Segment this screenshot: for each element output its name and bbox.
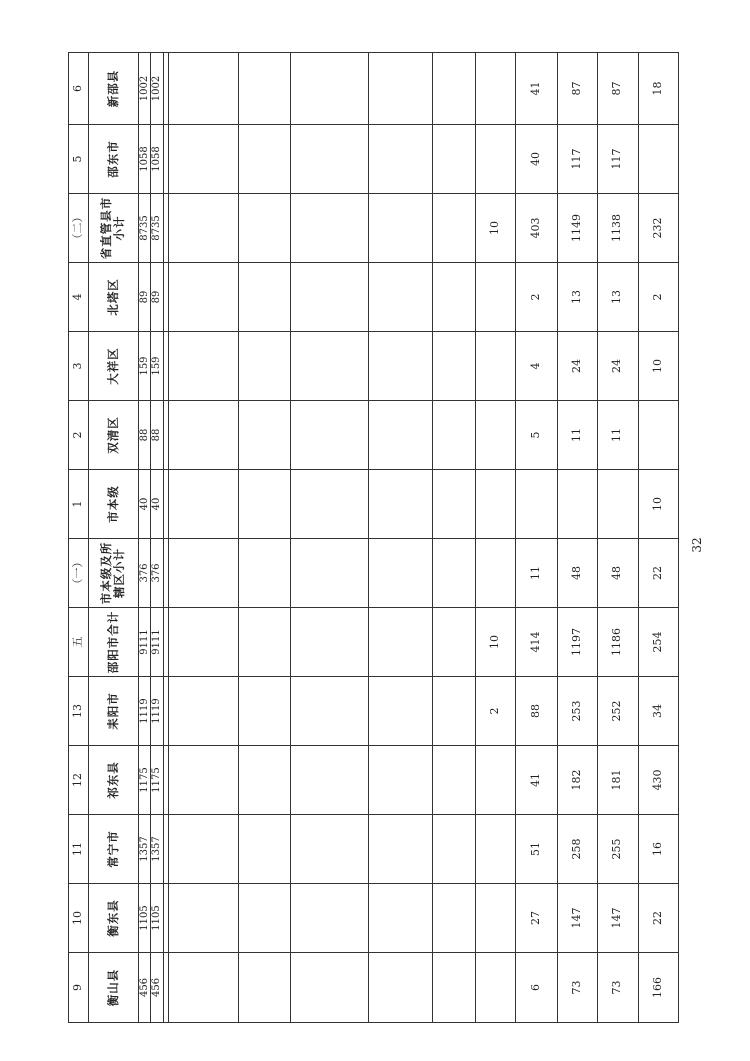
table-cell: 24 [557, 332, 597, 401]
table-cell: 430 [638, 746, 679, 815]
table-cell: 181 [598, 746, 638, 815]
table-cell: 10 [638, 332, 679, 401]
table-cell [638, 401, 679, 470]
table-cell [168, 401, 238, 470]
table-cell [368, 608, 432, 677]
table-cell: 255 [598, 815, 638, 884]
table-cell: 87 [598, 53, 638, 125]
table-cell [475, 470, 515, 539]
table-cell: 87 [557, 53, 597, 125]
table-cell [238, 53, 291, 125]
table-cell [368, 677, 432, 746]
table-cell: 41 [516, 746, 557, 815]
table-cell: 27 [516, 884, 557, 953]
total-row [138, 53, 151, 1023]
total-cell: 1175 [138, 746, 151, 815]
column-name-cell: 常宁市 [89, 815, 138, 884]
table-cell [432, 608, 475, 677]
table-cell [432, 677, 475, 746]
table-cell: 34 [638, 677, 679, 746]
total-cell: 1002 [138, 53, 151, 125]
table-row [475, 53, 515, 1023]
table-cell: 1186 [598, 608, 638, 677]
table-cell [168, 815, 238, 884]
table-cell [168, 539, 238, 608]
column-name-cell: 耒阳市 [89, 677, 138, 746]
table-cell [168, 746, 238, 815]
table-cell [475, 746, 515, 815]
table-cell: 13 [598, 263, 638, 332]
column-number-cell: 6 [69, 53, 89, 125]
table-cell [291, 263, 369, 332]
statistics-table [68, 52, 679, 1023]
subtotal-cell: 1105 [151, 884, 164, 953]
table-cell: 11 [557, 401, 597, 470]
table-cell: 5 [516, 401, 557, 470]
total-cell: 456 [138, 953, 151, 1023]
table-cell: 147 [598, 884, 638, 953]
table-cell [475, 953, 515, 1023]
table-cell: 22 [638, 884, 679, 953]
column-number-cell: 10 [69, 884, 89, 953]
total-cell: 40 [138, 470, 151, 539]
table-cell: 10 [638, 470, 679, 539]
page-number: 32 [690, 537, 704, 553]
table-cell [238, 470, 291, 539]
table-cell [432, 815, 475, 884]
column-number-cell: 4 [69, 263, 89, 332]
table-cell [238, 608, 291, 677]
table-row [598, 53, 638, 1023]
table-cell: 16 [638, 815, 679, 884]
table-cell [432, 953, 475, 1023]
table-cell: 40 [516, 125, 557, 194]
column-number-cell: 3 [69, 332, 89, 401]
table-cell [432, 263, 475, 332]
table-cell [368, 401, 432, 470]
table-cell: 414 [516, 608, 557, 677]
table-cell [291, 953, 369, 1023]
subtotal-cell: 1119 [151, 677, 164, 746]
table-cell [291, 608, 369, 677]
table-cell [475, 401, 515, 470]
subtotal-cell: 376 [151, 539, 164, 608]
table-cell [432, 539, 475, 608]
subtotal-cell: 159 [151, 332, 164, 401]
table-cell: 117 [557, 125, 597, 194]
table-cell [368, 884, 432, 953]
table-cell [432, 53, 475, 125]
total-cell: 9111 [138, 608, 151, 677]
table-cell [475, 125, 515, 194]
total-cell: 1105 [138, 884, 151, 953]
table-cell [168, 884, 238, 953]
table-cell: 18 [638, 53, 679, 125]
table-cell [291, 470, 369, 539]
table-cell [238, 884, 291, 953]
table-cell [368, 53, 432, 125]
table-cell [432, 194, 475, 263]
total-cell: 376 [138, 539, 151, 608]
table-cell: 24 [598, 332, 638, 401]
subtotal-cell: 40 [151, 470, 164, 539]
table-cell [238, 539, 291, 608]
total-cell: 1357 [138, 815, 151, 884]
table-cell [238, 746, 291, 815]
table-cell [557, 470, 597, 539]
subtotal-row [151, 53, 164, 1023]
column-number-cell: （一） [69, 539, 89, 608]
table-cell [475, 263, 515, 332]
table-cell: 182 [557, 746, 597, 815]
table-cell [291, 401, 369, 470]
column-number-cell: （二） [69, 194, 89, 263]
table-row [291, 53, 369, 1023]
column-number-cell: 12 [69, 746, 89, 815]
table-cell [238, 677, 291, 746]
table-row [557, 53, 597, 1023]
table-cell: 73 [598, 953, 638, 1023]
table-cell [368, 746, 432, 815]
table-cell [368, 263, 432, 332]
table-cell [432, 746, 475, 815]
table-cell [291, 53, 369, 125]
total-cell: 8735 [138, 194, 151, 263]
table-cell: 166 [638, 953, 679, 1023]
table-cell [368, 815, 432, 884]
column-number-cell: 9 [69, 953, 89, 1023]
table-cell: 41 [516, 53, 557, 125]
table-cell [516, 470, 557, 539]
column-name-cell: 大祥区 [89, 332, 138, 401]
subtotal-cell: 8735 [151, 194, 164, 263]
table-row [638, 53, 679, 1023]
table-cell [238, 953, 291, 1023]
column-number-cell: 5 [69, 125, 89, 194]
table-cell [368, 953, 432, 1023]
table-cell: 258 [557, 815, 597, 884]
column-number-cell: 1 [69, 470, 89, 539]
table-cell [238, 815, 291, 884]
table-cell [168, 470, 238, 539]
table-cell: 22 [638, 539, 679, 608]
table-cell: 13 [557, 263, 597, 332]
table-cell: 232 [638, 194, 679, 263]
table-cell [238, 401, 291, 470]
table-cell [168, 953, 238, 1023]
table-cell [638, 125, 679, 194]
column-name-cell: 新邵县 [89, 53, 138, 125]
table-cell: 48 [598, 539, 638, 608]
column-name-cell: 衡东县 [89, 884, 138, 953]
table-cell [368, 539, 432, 608]
column-number-cell: 2 [69, 401, 89, 470]
table-cell [168, 332, 238, 401]
table-cell [238, 263, 291, 332]
table-cell [598, 470, 638, 539]
table-cell: 6 [516, 953, 557, 1023]
table-cell [168, 677, 238, 746]
table-cell: 403 [516, 194, 557, 263]
table-cell [291, 884, 369, 953]
total-cell: 159 [138, 332, 151, 401]
total-cell: 88 [138, 401, 151, 470]
table-cell [432, 401, 475, 470]
column-name-cell: 祁东县 [89, 746, 138, 815]
total-cell: 1058 [138, 125, 151, 194]
column-number-cell: 五 [69, 608, 89, 677]
table-row [516, 53, 557, 1023]
subtotal-cell: 9111 [151, 608, 164, 677]
subtotal-cell: 1002 [151, 53, 164, 125]
total-cell: 1119 [138, 677, 151, 746]
table-cell [432, 884, 475, 953]
table-cell [368, 125, 432, 194]
table-cell: 147 [557, 884, 597, 953]
table-cell: 2 [638, 263, 679, 332]
column-number-cell: 11 [69, 815, 89, 884]
table-cell: 11 [516, 539, 557, 608]
subtotal-cell: 1058 [151, 125, 164, 194]
table-cell: 2 [475, 677, 515, 746]
table-cell: 253 [557, 677, 597, 746]
table-cell: 10 [475, 194, 515, 263]
table-cell: 2 [516, 263, 557, 332]
table-cell [291, 746, 369, 815]
table-cell [475, 884, 515, 953]
subtotal-cell: 88 [151, 401, 164, 470]
table-cell: 1149 [557, 194, 597, 263]
column-name-cell: 衡山县 [89, 953, 138, 1023]
subtotal-cell: 456 [151, 953, 164, 1023]
table-cell [168, 53, 238, 125]
table-cell: 11 [598, 401, 638, 470]
table-cell [475, 539, 515, 608]
table-cell [168, 608, 238, 677]
table-cell [368, 470, 432, 539]
table-row [238, 53, 291, 1023]
table-row [168, 53, 238, 1023]
table-cell: 252 [598, 677, 638, 746]
table-cell [475, 332, 515, 401]
column-number-cell: 13 [69, 677, 89, 746]
table-cell [168, 125, 238, 194]
table-cell [475, 815, 515, 884]
column-name-cell: 双清区 [89, 401, 138, 470]
table-cell [238, 194, 291, 263]
table-cell [291, 677, 369, 746]
table-cell: 1138 [598, 194, 638, 263]
subtotal-cell: 89 [151, 263, 164, 332]
table-cell: 48 [557, 539, 597, 608]
table-cell [432, 125, 475, 194]
column-name-cell: 市本级 [89, 470, 138, 539]
column-name-row [89, 53, 138, 1023]
table-cell [168, 263, 238, 332]
subtotal-cell: 1357 [151, 815, 164, 884]
table-row [432, 53, 475, 1023]
table-cell: 4 [516, 332, 557, 401]
total-cell: 89 [138, 263, 151, 332]
column-name-cell: 邵阳市合计 [89, 608, 138, 677]
table-cell: 10 [475, 608, 515, 677]
subtotal-cell: 1175 [151, 746, 164, 815]
table-cell [238, 125, 291, 194]
table-cell: 254 [638, 608, 679, 677]
table-cell: 73 [557, 953, 597, 1023]
rotated-table-container [68, 53, 679, 1023]
table-cell [291, 332, 369, 401]
table-cell [475, 53, 515, 125]
table-cell [291, 539, 369, 608]
table-cell: 51 [516, 815, 557, 884]
table-cell [291, 125, 369, 194]
table-cell [291, 194, 369, 263]
column-name-cell: 邵东市 [89, 125, 138, 194]
table-cell [238, 332, 291, 401]
column-name-cell: 北塔区 [89, 263, 138, 332]
table-row [368, 53, 432, 1023]
column-name-cell: 市本级及所辖区小计 [89, 539, 138, 608]
table-cell [168, 194, 238, 263]
table-cell [368, 194, 432, 263]
table-cell [291, 815, 369, 884]
table-cell [432, 470, 475, 539]
table-cell [368, 332, 432, 401]
table-cell: 88 [516, 677, 557, 746]
column-number-row [69, 53, 89, 1023]
table-cell [432, 332, 475, 401]
table-cell: 117 [598, 125, 638, 194]
column-name-cell: 省直管县市小计 [89, 194, 138, 263]
table-cell: 1197 [557, 608, 597, 677]
